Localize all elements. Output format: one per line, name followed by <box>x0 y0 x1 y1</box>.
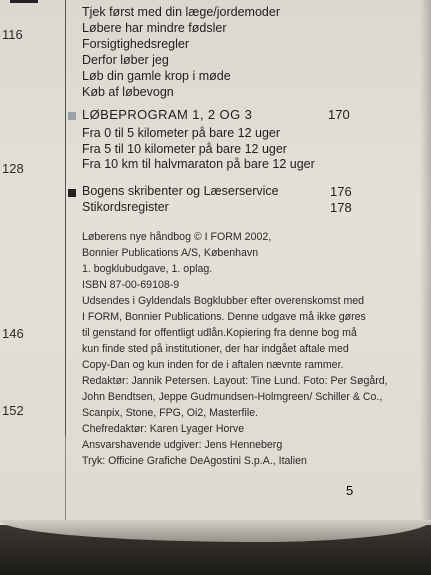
colophon-line: Udsendes i Gyldendals Bogklubber efter overenskomst med <box>82 295 365 307</box>
colophon-line: Bonnier Publications A/S, København <box>82 247 259 259</box>
colophon-line: Scanpix, Stone, FPG, Oi2, Masterfile. <box>82 407 259 419</box>
colophon-line: John Bendtsen, Jeppe Gudmundsen-Holmgreen/ Schiller & Co., <box>82 391 383 403</box>
colophon-line: I FORM, Bonnier Publications. Denne udgave må ikke gøres <box>82 311 366 323</box>
column-divider-bottom <box>65 436 66 531</box>
section-page-number: 178 <box>330 200 352 215</box>
side-page-number: 116 <box>2 27 23 42</box>
toc-subitem: Derfor løber jeg <box>82 53 169 67</box>
section-bullet-grey <box>68 112 76 120</box>
section-heading: LØBEPROGRAM 1, 2 OG 3 <box>82 107 253 122</box>
toc-subitem: Forsigtighedsregler <box>82 37 189 51</box>
colophon-line: kun finde sted på institutioner, der har indgået aftale med <box>82 343 349 355</box>
side-page-number: 146 <box>2 326 24 341</box>
page-number: 5 <box>346 483 354 498</box>
colophon-line: Redaktør: Jannik Petersen. Layout: Tine Lund. Foto: Per Søgård, <box>82 375 388 387</box>
toc-subitem: Tjek først med din læge/jordemoder <box>82 5 280 19</box>
colophon-line: Copy-Dan og kun inden for de i aftalen nævnte rammer. <box>82 359 344 371</box>
side-page-number: 152 <box>2 403 24 418</box>
section-page-number: 176 <box>330 184 352 199</box>
colophon-line: ISBN 87-00-69108-9 <box>82 279 180 291</box>
colophon-line: Tryk: Officine Grafiche DeAgostini S.p.A., Italien <box>82 455 307 467</box>
toc-subitem: Løb din gamle krop i møde <box>82 69 231 83</box>
toc-subitem: Køb af løbevogn <box>82 85 174 99</box>
toc-subitem: Fra 5 til 10 kilometer på bare 12 uger <box>82 142 287 156</box>
toc-subitem: Løbere har mindre fødsler <box>82 21 227 35</box>
page-edge-shade <box>420 0 431 540</box>
section-bullet-black <box>68 189 76 197</box>
colophon-line: 1. bogklubudgave, 1. oplag. <box>82 263 213 275</box>
colophon-line: til genstand for offentligt udlån.Kopiering fra denne bog må <box>82 327 357 339</box>
side-page-number: 128 <box>2 161 24 176</box>
column-divider <box>65 0 66 436</box>
toc-subitem: Fra 10 km til halvmaraton på bare 12 uger <box>82 157 315 171</box>
toc-item: Stikordsregister <box>82 200 169 214</box>
top-rule-fragment <box>10 0 38 3</box>
toc-item: Bogens skribenter og Læserservice <box>82 184 279 198</box>
colophon-line: Løberens nye håndbog © I FORM 2002, <box>82 231 272 243</box>
colophon-line: Ansvarshavende udgiver: Jens Henneberg <box>82 439 283 451</box>
section-page-number: 170 <box>328 107 350 122</box>
colophon-line: Chefredaktør: Karen Lyager Horve <box>82 423 245 435</box>
toc-subitem: Fra 0 til 5 kilometer på bare 12 uger <box>82 126 281 140</box>
